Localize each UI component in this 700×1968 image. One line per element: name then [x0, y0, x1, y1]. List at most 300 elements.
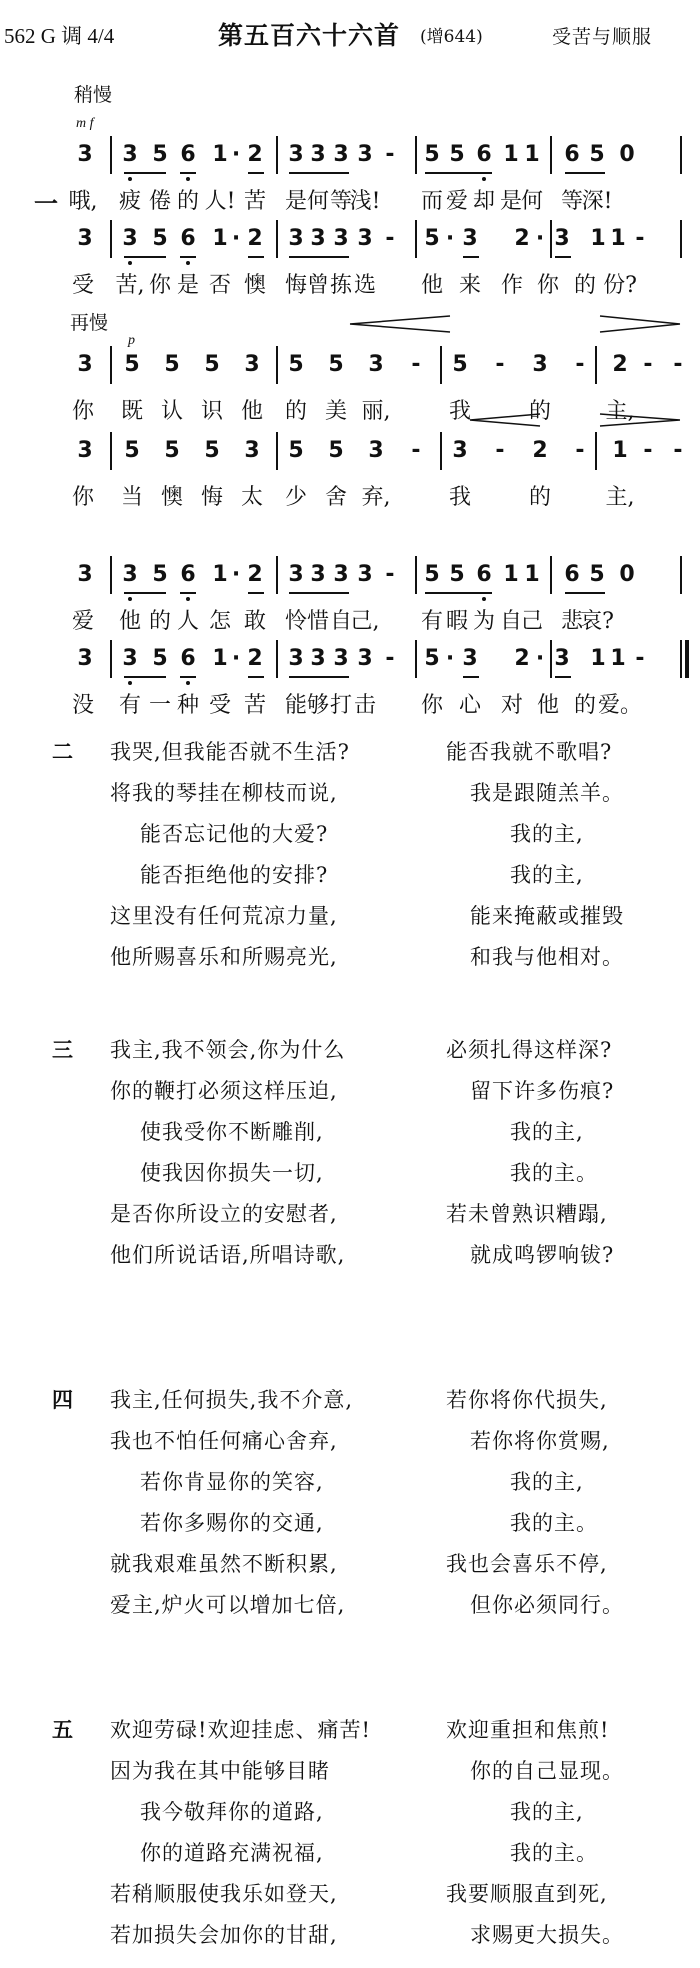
- lyric-syllable: 惜: [306, 609, 330, 634]
- lyric-syllable: 倦: [148, 189, 172, 214]
- note: 6: [180, 142, 196, 167]
- note: 5: [328, 438, 344, 463]
- note: ·: [535, 226, 545, 251]
- verse-line-right: 欢迎重担和焦煎!: [446, 1718, 610, 1742]
- beam: [463, 676, 479, 678]
- note: 1: [610, 646, 626, 671]
- verse-line-left: 你的道路充满祝福,: [140, 1841, 324, 1865]
- lyric-syllable: 悲: [560, 609, 584, 634]
- note: 3: [122, 562, 138, 587]
- dynamic-marking-1: m f: [76, 116, 94, 131]
- lower-octave-dot: [128, 261, 132, 265]
- note: -: [495, 352, 505, 377]
- verse-line-right: 必须扎得这样深?: [446, 1038, 613, 1062]
- note: 3: [244, 352, 260, 377]
- note: 0: [619, 562, 635, 587]
- lyric-syllable: 够: [306, 693, 330, 718]
- lyric-syllable: 当: [120, 485, 144, 510]
- note: 5: [424, 646, 440, 671]
- note: -: [635, 646, 645, 671]
- note: 5: [589, 142, 605, 167]
- lyric-syllable: 为: [472, 609, 496, 634]
- lyric-syllable: 的: [573, 273, 597, 298]
- note: 3: [288, 142, 304, 167]
- beam: [289, 172, 349, 174]
- lyric-syllable: 我: [448, 399, 472, 424]
- verse-line-right: 能来掩蔽或摧毁: [470, 904, 624, 928]
- note: 1: [590, 646, 606, 671]
- note: ·: [231, 646, 241, 671]
- verse-line-left: 这里没有任何荒凉力量,: [110, 904, 338, 928]
- barline: [415, 640, 417, 678]
- lyric-syllable: 敢: [243, 609, 267, 634]
- lyric-syllable: 苦,: [115, 273, 145, 298]
- lyric-syllable: 击: [353, 693, 377, 718]
- note: 5: [424, 562, 440, 587]
- verse-line-left: 若你多赐你的交通,: [140, 1511, 324, 1535]
- hymn-reference: (增644): [420, 27, 483, 47]
- lower-octave-dot: [482, 597, 486, 601]
- lyric-syllable: 美: [324, 399, 348, 424]
- lyric-syllable: 弃,: [361, 485, 391, 510]
- verse-line-left: 若加损失会加你的甘甜,: [110, 1923, 338, 1947]
- lyric-syllable: 你: [71, 399, 95, 424]
- note: 5: [152, 562, 168, 587]
- lyric-syllable: 怜: [284, 609, 308, 634]
- lyric-syllable: 少: [284, 485, 308, 510]
- verse-line-right: 和我与他相对。: [470, 945, 624, 969]
- lyric-syllable: 他: [536, 693, 560, 718]
- note: 3: [310, 562, 326, 587]
- note: 6: [180, 646, 196, 671]
- lyric-syllable: 等: [560, 189, 584, 214]
- barline: [680, 220, 682, 258]
- lyric-syllable: 懊: [160, 485, 184, 510]
- lyric-syllable: 暇: [445, 609, 469, 634]
- note: 1: [612, 438, 628, 463]
- lyric-syllable: 爱: [71, 609, 95, 634]
- verse-line-left: 你的鞭打必须这样压迫,: [110, 1079, 338, 1103]
- barline: [680, 556, 682, 594]
- note: 2: [514, 646, 530, 671]
- note: 1: [212, 142, 228, 167]
- lyric-syllable: 打: [329, 693, 353, 718]
- note: 3: [122, 226, 138, 251]
- hymn-title: 第五百六十六首: [218, 21, 401, 50]
- lyric-syllable: 人!: [204, 189, 236, 214]
- note: 5: [288, 352, 304, 377]
- note: 1: [212, 226, 228, 251]
- lyric-syllable: 苦: [243, 693, 267, 718]
- beam: [555, 676, 571, 678]
- note: 2: [247, 226, 263, 251]
- note: 3: [77, 142, 93, 167]
- beam: [565, 172, 605, 174]
- beam: [289, 676, 349, 678]
- note: 3: [310, 142, 326, 167]
- barline: [680, 640, 682, 678]
- beam: [180, 172, 196, 174]
- beam: [463, 256, 479, 258]
- note: 6: [476, 142, 492, 167]
- lower-octave-dot: [186, 261, 190, 265]
- note: 6: [476, 562, 492, 587]
- note: 1: [503, 142, 519, 167]
- lyric-syllable: 选: [353, 273, 377, 298]
- note: 1: [590, 226, 606, 251]
- note: 5: [124, 438, 140, 463]
- lyric-syllable: 曾: [306, 273, 330, 298]
- lyric-syllable: 认: [160, 399, 184, 424]
- note: 5: [288, 438, 304, 463]
- verse-line-right: 我要顺服直到死,: [446, 1882, 608, 1906]
- lyric-syllable: 拣: [329, 273, 353, 298]
- barline: [110, 220, 112, 258]
- verse-line-left: 若稍顺服使我乐如登天,: [110, 1882, 338, 1906]
- barline: [550, 220, 552, 258]
- lyric-syllable: 有: [118, 693, 142, 718]
- note: 5: [589, 562, 605, 587]
- note: 5: [424, 142, 440, 167]
- note: -: [385, 226, 395, 251]
- lyric-syllable: 来: [458, 273, 482, 298]
- note: 1: [610, 226, 626, 251]
- note: 1: [212, 562, 228, 587]
- hairpin: [600, 414, 680, 426]
- lyric-syllable: 太: [240, 485, 264, 510]
- hairpins: [0, 310, 700, 450]
- note: -: [673, 438, 683, 463]
- barline: [110, 136, 112, 174]
- lyric-syllable: 受: [208, 693, 232, 718]
- beam: [289, 592, 349, 594]
- note: 5: [424, 226, 440, 251]
- note: 3: [333, 646, 349, 671]
- lower-octave-dot: [128, 177, 132, 181]
- verse-line-left: 他所赐喜乐和所赐亮光,: [110, 945, 338, 969]
- note: 6: [180, 226, 196, 251]
- beam: [425, 592, 492, 594]
- verse-line-right: 我的主,: [510, 1120, 584, 1144]
- barline: [110, 640, 112, 678]
- note: 3: [368, 438, 384, 463]
- lyric-syllable: 人: [176, 609, 200, 634]
- lyric-syllable: 一: [148, 693, 172, 718]
- note: -: [385, 142, 395, 167]
- lyric-syllable: 悔: [284, 273, 308, 298]
- note: 1: [503, 562, 519, 587]
- note: 3: [357, 142, 373, 167]
- lyric-syllable: 的: [176, 189, 200, 214]
- note: -: [635, 226, 645, 251]
- hairpin: [350, 316, 450, 332]
- verse-line-left: 爱主,炉火可以增加七倍,: [110, 1593, 346, 1617]
- note: 2: [612, 352, 628, 377]
- verse-line-right: 我的主。: [510, 1511, 598, 1535]
- beam: [124, 172, 166, 174]
- verse-line-left: 将我的琴挂在柳枝而说,: [110, 781, 338, 805]
- note: -: [643, 352, 653, 377]
- lyric-syllable: 己,: [350, 609, 380, 634]
- lyric-syllable: 你: [148, 273, 172, 298]
- verse-line-right: 我的主,: [510, 1800, 584, 1824]
- note: ·: [231, 562, 241, 587]
- note: 5: [449, 142, 465, 167]
- beam: [180, 676, 196, 678]
- lyric-syllable: 是: [176, 273, 200, 298]
- note: 2: [532, 438, 548, 463]
- verse-line-left: 我主,我不领会,你为什么: [110, 1038, 346, 1062]
- verse-line-left: 我哭,但我能否就不生活?: [110, 740, 350, 764]
- verse-line-right: 我的主,: [510, 1470, 584, 1494]
- verse-line-left: 若你肯显你的笑容,: [140, 1470, 324, 1494]
- lyric-syllable: 自: [499, 609, 523, 634]
- verse-line-left: 使我因你损失一切,: [140, 1161, 324, 1185]
- lyric-syllable: 有: [420, 609, 444, 634]
- beam: [180, 592, 196, 594]
- lower-octave-dot: [128, 681, 132, 685]
- barline: [680, 136, 682, 174]
- note: 5: [164, 438, 180, 463]
- lyric-syllable: 苦: [243, 189, 267, 214]
- lyric-syllable: 你: [420, 693, 444, 718]
- note: -: [673, 352, 683, 377]
- note: 5: [328, 352, 344, 377]
- beam: [248, 256, 264, 258]
- beam: [425, 172, 492, 174]
- note: -: [643, 438, 653, 463]
- barline: [415, 556, 417, 594]
- lower-octave-dot: [186, 681, 190, 685]
- verse-line-right: 求赐更大损失。: [470, 1923, 624, 1947]
- verse-line-left: 使我受你不断雕削,: [140, 1120, 324, 1144]
- beam: [124, 256, 166, 258]
- lyric-syllable: 既: [120, 399, 144, 424]
- note: 5: [152, 142, 168, 167]
- verse-line-right: 我也会喜乐不停,: [446, 1552, 608, 1576]
- lyric-syllable: 的: [528, 399, 552, 424]
- lyric-syllable: 浅!: [349, 189, 381, 214]
- note: 3: [357, 562, 373, 587]
- note: 3: [77, 562, 93, 587]
- lyric-syllable: 哦,: [68, 189, 98, 214]
- barline: [276, 640, 278, 678]
- lower-octave-dot: [482, 177, 486, 181]
- verse-line-right: 若你将你赏赐,: [470, 1429, 610, 1453]
- note: 5: [152, 226, 168, 251]
- lower-octave-dot: [186, 597, 190, 601]
- lyric-syllable: 丽,: [361, 399, 391, 424]
- note: 5: [164, 352, 180, 377]
- note: 2: [247, 646, 263, 671]
- barline: [415, 220, 417, 258]
- lyric-syllable: 心: [458, 693, 482, 718]
- lyric-syllable: 他: [240, 399, 264, 424]
- note: 5: [124, 352, 140, 377]
- lyric-syllable: 的: [528, 485, 552, 510]
- verse-line-right: 若未曾熟识糟蹋,: [446, 1202, 608, 1226]
- note: -: [411, 352, 421, 377]
- verse-line-left: 是否你所设立的安慰者,: [110, 1202, 338, 1226]
- lyric-syllable: 我: [448, 485, 472, 510]
- note: 3: [244, 438, 260, 463]
- lyric-syllable: 爱。: [597, 693, 643, 718]
- note: 3: [288, 646, 304, 671]
- hairpin: [470, 414, 540, 426]
- note: 3: [532, 352, 548, 377]
- barline: [550, 556, 552, 594]
- verse-line-left: 因为我在其中能够目睹: [110, 1759, 330, 1783]
- note: 6: [180, 562, 196, 587]
- dynamic-marking-2: p: [128, 333, 135, 348]
- lyric-syllable: 悔: [200, 485, 224, 510]
- beam: [248, 676, 264, 678]
- verse-line-right: 若你将你代损失,: [446, 1388, 608, 1412]
- lyric-syllable: 他: [420, 273, 444, 298]
- verse-line-right: 但你必须同行。: [470, 1593, 624, 1617]
- lyric-syllable: 何: [520, 189, 544, 214]
- note: 2: [247, 142, 263, 167]
- note: 3: [554, 226, 570, 251]
- verse-line-left: 他们所说话语,所唱诗歌,: [110, 1243, 346, 1267]
- note: 3: [357, 226, 373, 251]
- lyric-syllable: 作: [500, 273, 524, 298]
- note: 5: [449, 562, 465, 587]
- lyric-syllable: 疲: [118, 189, 142, 214]
- lower-octave-dot: [186, 177, 190, 181]
- note: 3: [333, 142, 349, 167]
- barline: [110, 556, 112, 594]
- verse-line-left: 我主,任何损失,我不介意,: [110, 1388, 354, 1412]
- lyric-syllable: 识: [200, 399, 224, 424]
- note: ·: [231, 226, 241, 251]
- lyric-syllable: 对: [500, 693, 524, 718]
- beam: [180, 256, 196, 258]
- lyric-syllable: 爱: [445, 189, 469, 214]
- note: 6: [564, 142, 580, 167]
- note: 3: [77, 438, 93, 463]
- note: 3: [554, 646, 570, 671]
- note: ·: [445, 226, 455, 251]
- note: ·: [445, 646, 455, 671]
- lyric-syllable: 是: [284, 189, 308, 214]
- lyric-syllable: 的: [573, 693, 597, 718]
- final-barline: [685, 640, 689, 678]
- note: 2: [247, 562, 263, 587]
- note: -: [575, 352, 585, 377]
- lyric-syllable: 你: [71, 485, 95, 510]
- hymn-category: 受苦与顺服: [552, 26, 653, 48]
- lower-octave-dot: [128, 597, 132, 601]
- note: 0: [619, 142, 635, 167]
- barline: [276, 136, 278, 174]
- verse-number: 三: [52, 1037, 73, 1062]
- note: 3: [357, 646, 373, 671]
- note: ·: [231, 142, 241, 167]
- tempo-marking-1: 稍慢: [74, 84, 113, 106]
- beam: [248, 172, 264, 174]
- lyric-syllable: 而: [420, 189, 444, 214]
- lyric-syllable: 舍: [324, 485, 348, 510]
- note: 3: [462, 226, 478, 251]
- note: 3: [333, 226, 349, 251]
- beam: [289, 256, 349, 258]
- note: -: [385, 646, 395, 671]
- note: 5: [204, 352, 220, 377]
- verse-number: 二: [52, 739, 73, 764]
- note: 1: [212, 646, 228, 671]
- lyric-syllable: 却: [472, 189, 496, 214]
- hairpin: [600, 316, 680, 332]
- lyric-syllable: 主,: [605, 399, 635, 424]
- note: 1: [524, 562, 540, 587]
- verse-number: 四: [52, 1387, 73, 1412]
- note: 3: [122, 142, 138, 167]
- note: -: [411, 438, 421, 463]
- barline: [550, 136, 552, 174]
- verse-line-right: 我的主。: [510, 1161, 598, 1185]
- lyric-syllable: 何: [306, 189, 330, 214]
- lyric-syllable: 等: [329, 189, 353, 214]
- verse-line-right: 我的主。: [510, 1841, 598, 1865]
- lyric-syllable: 受: [71, 273, 95, 298]
- tempo-marking-2: 再慢: [70, 312, 109, 334]
- lyric-syllable: 哀?: [580, 609, 614, 634]
- note: ·: [535, 646, 545, 671]
- beam: [124, 592, 166, 594]
- stanza-number-1: 一: [34, 189, 58, 218]
- verse-line-left: 欢迎劳碌!欢迎挂虑、痛苦!: [110, 1718, 371, 1742]
- lyric-syllable: 你: [536, 273, 560, 298]
- note: 1: [524, 142, 540, 167]
- lyric-syllable: 否: [208, 273, 232, 298]
- lyric-syllable: 他: [118, 609, 142, 634]
- verse-line-left: 能否忘记他的大爱?: [140, 822, 329, 846]
- verse-number: 五: [52, 1717, 73, 1742]
- barline: [276, 220, 278, 258]
- note: 3: [77, 646, 93, 671]
- lyric-syllable: 深!: [581, 189, 613, 214]
- verse-line-right: 你的自己显现。: [470, 1759, 624, 1783]
- note: 3: [122, 646, 138, 671]
- note: 6: [564, 562, 580, 587]
- verse-line-left: 我今敬拜你的道路,: [140, 1800, 324, 1824]
- beam: [565, 592, 605, 594]
- verse-line-right: 我的主,: [510, 863, 584, 887]
- lyric-syllable: 的: [148, 609, 172, 634]
- lyric-syllable: 己: [520, 609, 544, 634]
- barline: [550, 640, 552, 678]
- note: 3: [310, 226, 326, 251]
- hymn-number-key: 562 G 调 4/4: [4, 24, 115, 48]
- verse-line-right: 就成鸣锣响钹?: [470, 1243, 615, 1267]
- note: 3: [462, 646, 478, 671]
- note: -: [495, 438, 505, 463]
- note: -: [575, 438, 585, 463]
- beam: [555, 256, 571, 258]
- note: 3: [368, 352, 384, 377]
- note: -: [385, 562, 395, 587]
- note: 5: [452, 352, 468, 377]
- lyric-syllable: 主,: [605, 485, 635, 510]
- lyric-syllable: 种: [176, 693, 200, 718]
- note: 3: [310, 646, 326, 671]
- note: 3: [77, 352, 93, 377]
- verse-line-right: 能否我就不歌唱?: [446, 740, 613, 764]
- beam: [124, 676, 166, 678]
- barline: [415, 136, 417, 174]
- note: 3: [333, 562, 349, 587]
